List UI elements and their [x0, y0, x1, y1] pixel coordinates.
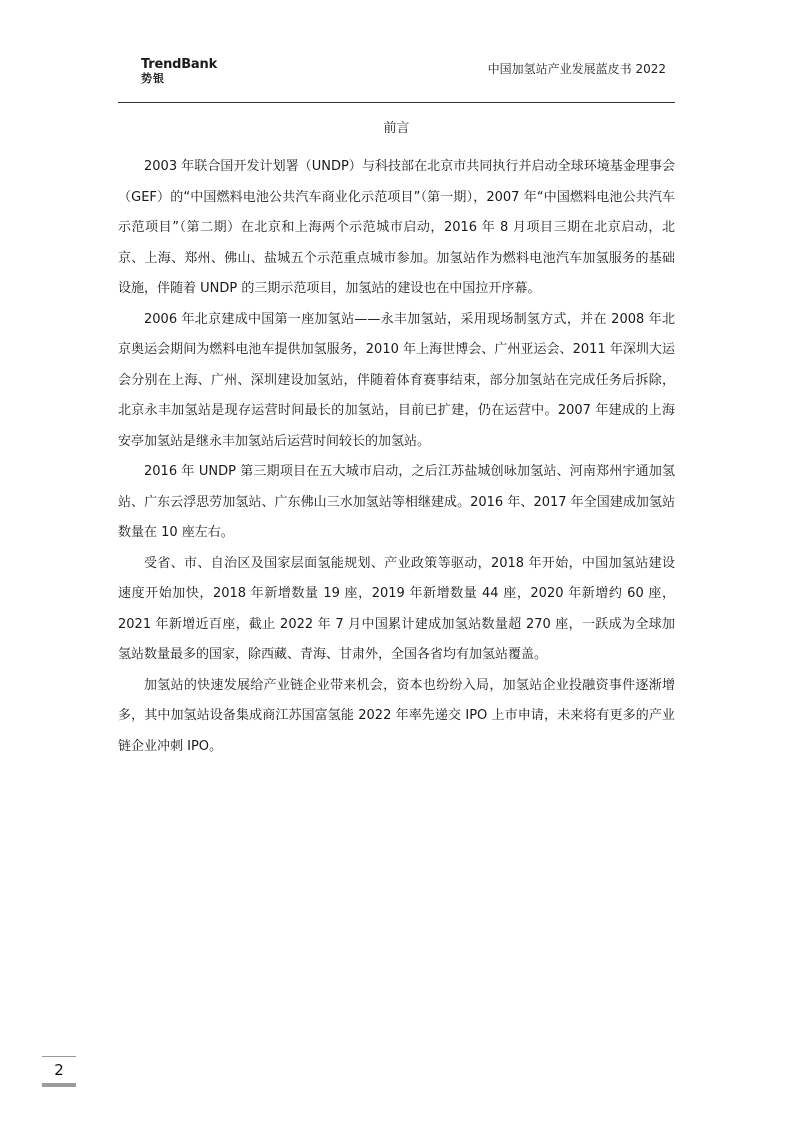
section-heading: 前言 [383, 121, 410, 136]
paragraph: 加氢站的快速发展给产业链企业带来机会，资本也纷纷入局，加氢站企业投融资事件逐渐增多，其中加氢站设备集成商江苏国富氢能 2022 年率先递交 IPO 上市申请，未来将有更多的产业链企业冲刺 IPO。 [118, 677, 675, 754]
page-number: 2 [54, 1061, 64, 1079]
paragraph: 受省、市、自治区及国家层面氢能规划、产业政策等驱动，2018 年开始，中国加氢站建设速度开始加快，2018 年新增数量 19 座，2019 年新增数量 44 座，2020 年新增约 60 座，2021 年新增近百座，截止 2022 年 7 月中国累计建成加氢站数量超 270 座，一跃成为全球加氢站数量最多的国家，除西藏、青海、甘肃外，全国各省均有加氢站覆盖。 [118, 555, 675, 662]
paragraph: 2016 年 UNDP 第三期项目在五大城市启动，之后江苏盐城创咏加氢站、河南郑州宇通加氢站、广东云浮思劳加氢站、广东佛山三水加氢站等相继建成。2016 年、2017 年全国建成加氢站数量在 10 座左右。 [118, 464, 675, 540]
trendbank-logo [141, 58, 231, 85]
paragraph: 2003 年联合国开发计划署（UNDP）与科技部在北京市共同执行并启动全球环境基金理事会（GEF）的“中国燃料电池公共汽车商业化示范项目”（第一期），2007 年“中国燃料电池公共汽车示范项目”（第二期）在北京和上海两个示范城市启动，2016 年 8 月项目三期在北京启动，北京、上海、郑州、佛山、盐城五个示范重点城市参加。加氢站作为燃料电池汽车加氢服务的基础设施，伴随着 UNDP 的三期示范项目，加氢站的建设也在中国拉开序幕。 [118, 159, 675, 296]
paragraph: 2006 年北京建成中国第一座加氢站——永丰加氢站，采用现场制氢方式，并在 2008 年北京奥运会期间为燃料电池车提供加氢服务，2010 年上海世博会、广州亚运会、2011 年深圳大运会分别在上海、广州、深圳建设加氢站，伴随着体育赛事结束，部分加氢站在完成任务后拆除，北京永丰加氢站是现存运营时间最长的加氢站，目前已扩建，仍在运营中。2007 年建成的上海安亭加氢站是继永丰加氢站后运营时间较长的加氢站。 [118, 311, 675, 449]
body-text [118, 152, 675, 762]
page-number-bottom-bar [42, 1083, 76, 1087]
header-divider [118, 102, 675, 103]
document-title: 中国加氢站产业发展蓝皮书 2022 [487, 62, 666, 76]
page-number-box [42, 1056, 76, 1087]
logo-chinese-text: 势银 [141, 72, 165, 85]
logo-english-text: TrendBank [141, 57, 218, 72]
